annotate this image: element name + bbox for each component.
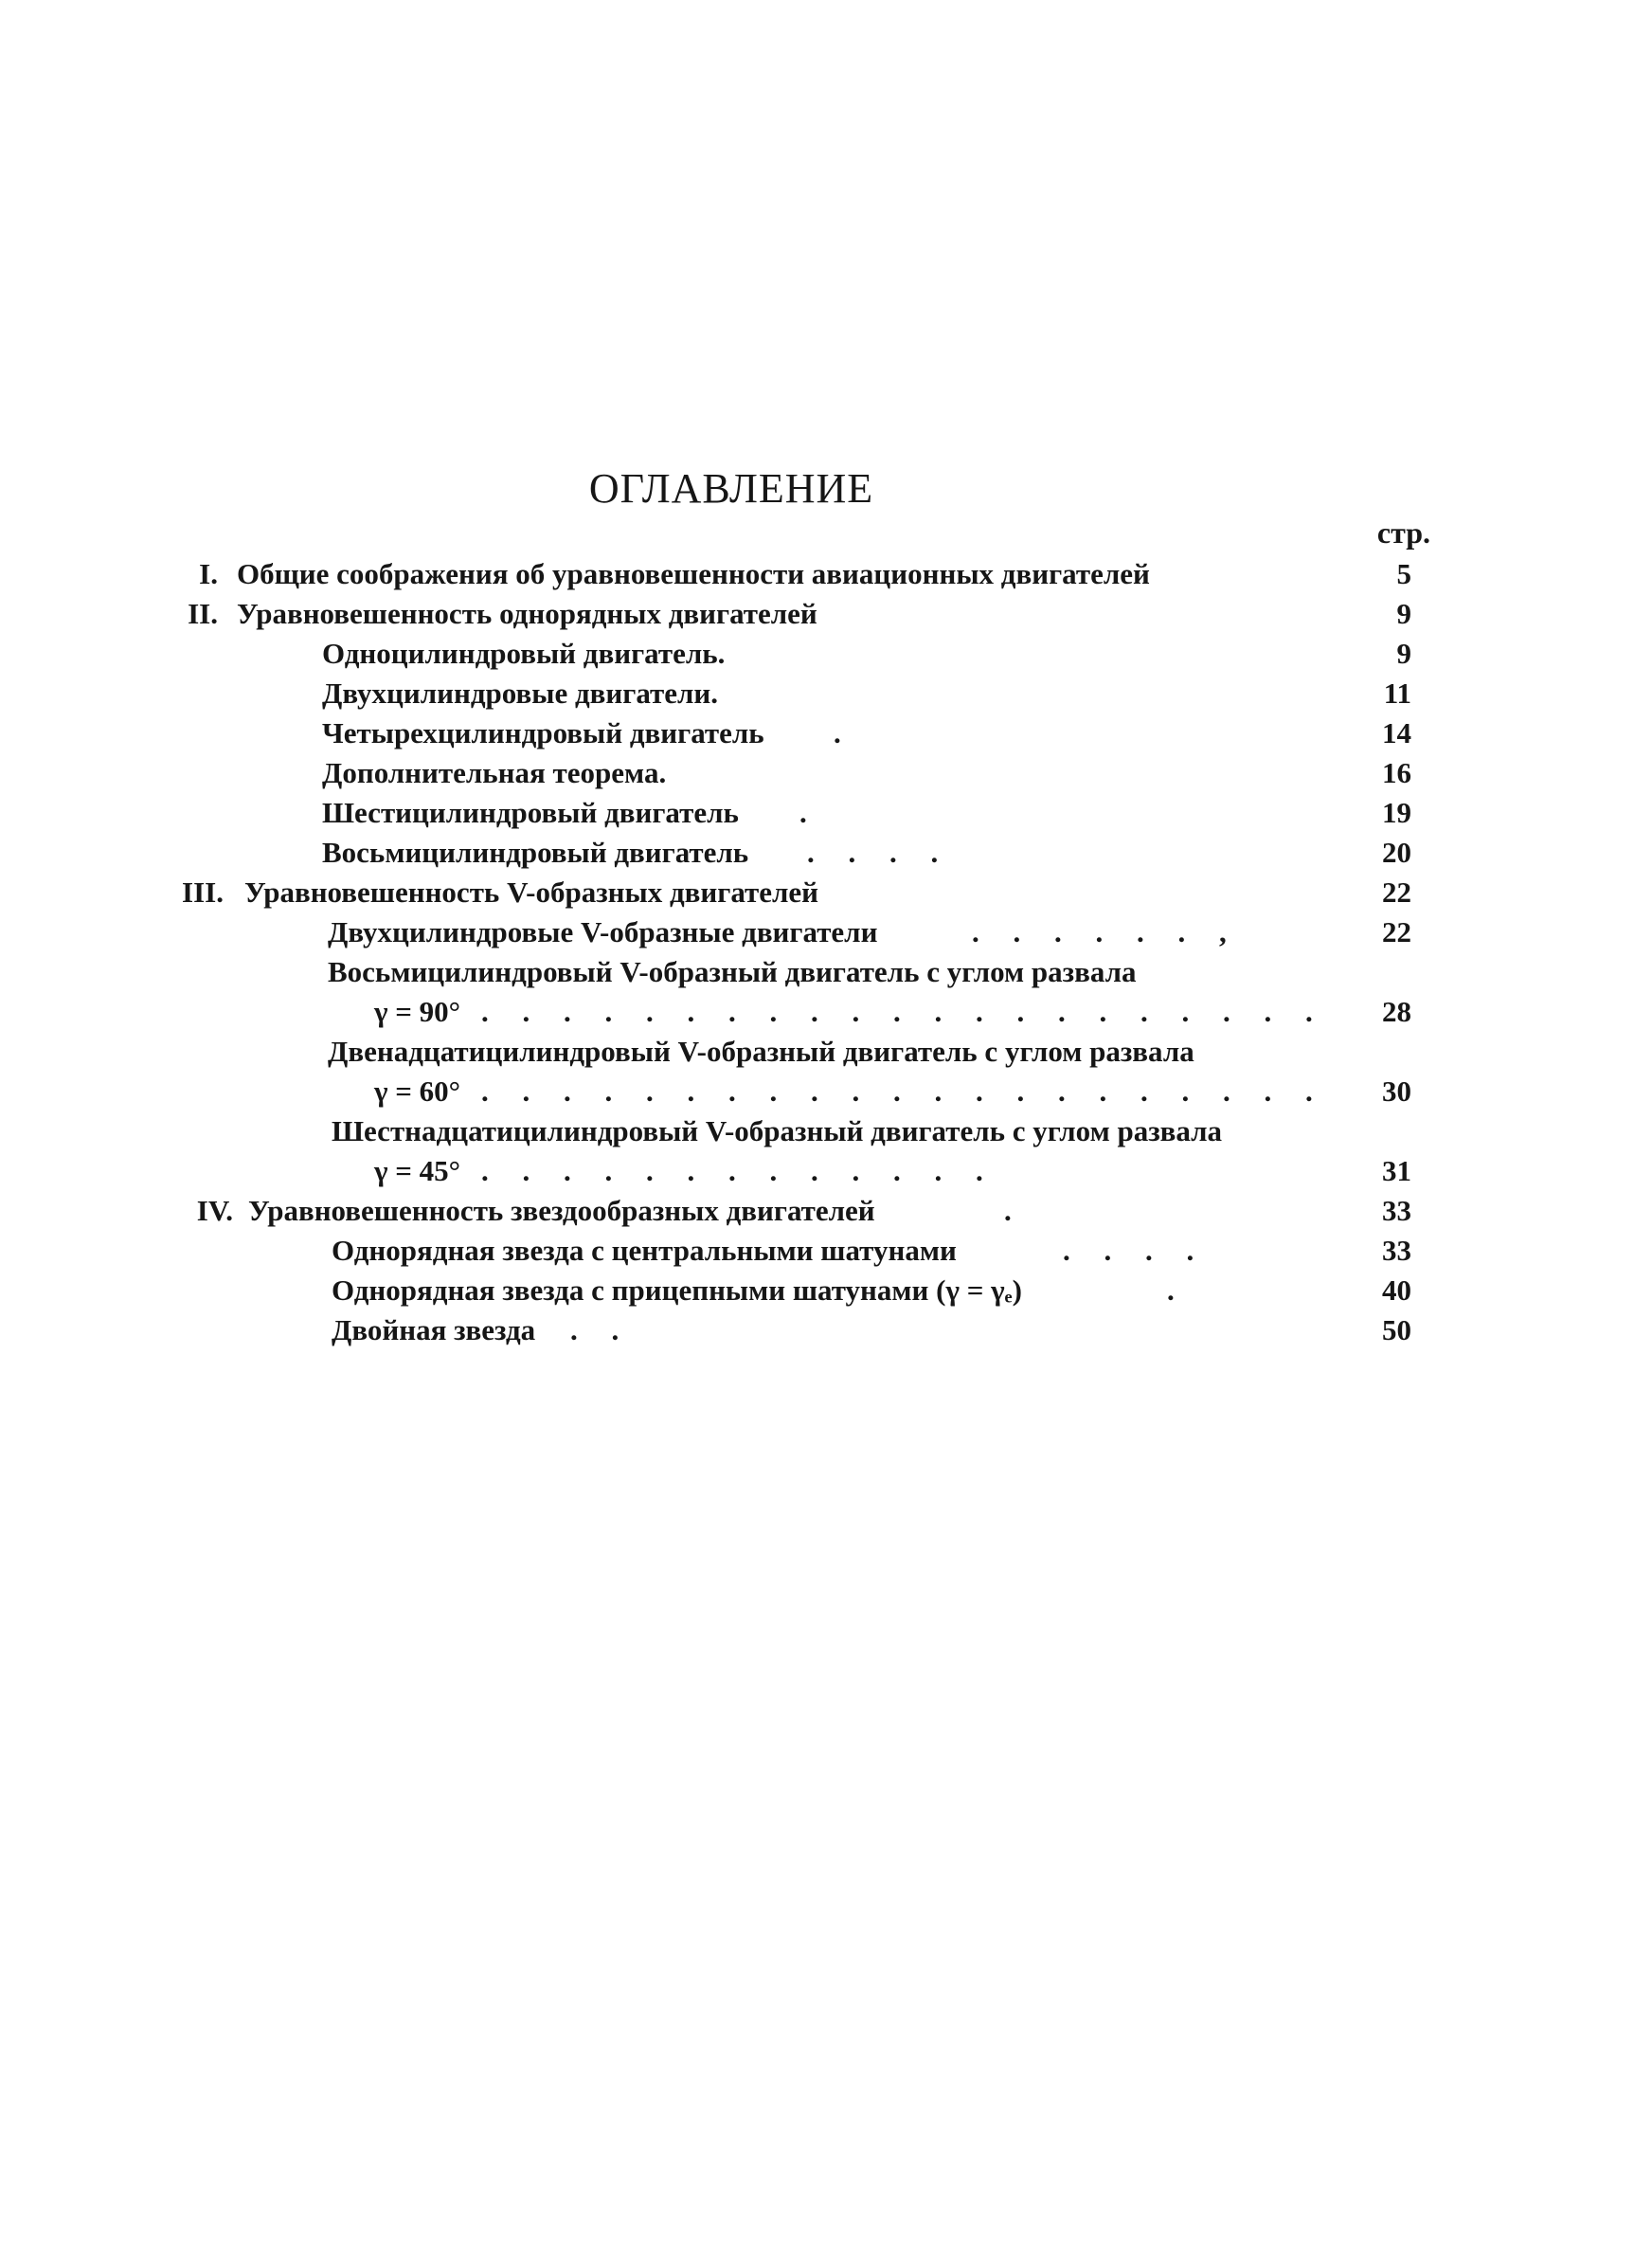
page-column-label: стр. bbox=[1376, 515, 1430, 550]
entry-text: γ = 45° bbox=[374, 1154, 461, 1187]
entry-leader-dots: . . . . . . , bbox=[972, 915, 1240, 948]
chapter-number: IV. bbox=[196, 1194, 233, 1227]
entry-leader-dots: . . . . bbox=[1063, 1234, 1208, 1267]
entry-text: Восьмицилиндровый двигатель bbox=[322, 836, 749, 869]
entry-page: 11 bbox=[1383, 677, 1411, 710]
toc-entry bbox=[0, 1194, 1652, 1234]
toc-entry bbox=[0, 1114, 1652, 1154]
toc-entry bbox=[0, 1035, 1652, 1074]
entry-text: Однорядная звезда с центральными шатунами bbox=[332, 1234, 957, 1267]
entry-text: Шестнадцатицилиндровый V-образный двигатель с углом развала bbox=[332, 1114, 1223, 1147]
entry-page: 33 bbox=[1382, 1234, 1411, 1267]
entry-page: 16 bbox=[1382, 756, 1411, 789]
entry-text: Двухцилиндровые двигатели. bbox=[322, 677, 719, 710]
toc-title: ОГЛАВЛЕНИЕ bbox=[588, 465, 874, 512]
entry-leader-dots: . . . . . . . . . . . . . . . . . . . . . bbox=[481, 995, 1326, 1028]
toc-entry bbox=[0, 995, 1652, 1035]
toc-entry bbox=[0, 1154, 1652, 1194]
entry-leader-dots: . bbox=[834, 716, 854, 749]
toc-entry bbox=[0, 1273, 1652, 1313]
toc-entry bbox=[0, 796, 1652, 836]
entry-text: Восьмицилиндровый V-образный двигатель с углом развала bbox=[328, 955, 1137, 988]
entry-text: Однорядная звезда с прицепными шатунами (γ = γₑ) bbox=[332, 1273, 1022, 1307]
toc-entry bbox=[0, 637, 1652, 677]
entry-page: 20 bbox=[1382, 836, 1411, 869]
entry-page: 9 bbox=[1396, 637, 1411, 670]
entry-page: 14 bbox=[1382, 716, 1411, 749]
entry-page: 22 bbox=[1382, 876, 1411, 909]
chapter-number: II. bbox=[188, 597, 218, 630]
entry-text: Двенадцатицилиндровый V-образный двигатель с углом развала bbox=[328, 1035, 1194, 1068]
entry-text: γ = 90° bbox=[374, 995, 461, 1028]
toc-entry bbox=[0, 836, 1652, 876]
toc-entry bbox=[0, 677, 1652, 716]
entry-page: 33 bbox=[1382, 1194, 1411, 1227]
entry-page: 19 bbox=[1382, 796, 1411, 829]
toc-entry bbox=[0, 716, 1652, 756]
entry-page: 22 bbox=[1382, 915, 1411, 948]
entry-leader-dots: . . . . bbox=[807, 836, 952, 869]
entry-text: γ = 60° bbox=[374, 1074, 461, 1108]
toc-entry bbox=[0, 1234, 1652, 1273]
entry-text: Общие соображения об уравновешенности авиационных двигателей bbox=[237, 557, 1150, 590]
entry-leader-dots: . bbox=[1004, 1194, 1025, 1227]
entry-leader-dots: . . bbox=[570, 1313, 633, 1346]
toc-entry bbox=[0, 876, 1652, 915]
entry-page: 5 bbox=[1396, 557, 1411, 590]
entry-leader-dots: . . . . . . . . . . . . . . . . . . . . . bbox=[481, 1074, 1326, 1108]
entry-leader-dots: . bbox=[799, 796, 820, 829]
toc-entry bbox=[0, 1074, 1652, 1114]
toc-entry bbox=[0, 1313, 1652, 1353]
entry-leader-dots: . bbox=[1167, 1273, 1188, 1307]
entry-text: Дополнительная теорема. bbox=[322, 756, 667, 789]
toc-entry bbox=[0, 597, 1652, 637]
entry-page: 28 bbox=[1382, 995, 1411, 1028]
entry-leader-dots: . . . . . . . . . . . . . bbox=[481, 1154, 997, 1187]
entry-page: 31 bbox=[1382, 1154, 1411, 1187]
entry-text: Уравновешенность звездообразных двигателей bbox=[248, 1194, 875, 1227]
entry-text: Двухцилиндровые V-образные двигатели bbox=[328, 915, 878, 948]
chapter-number: I. bbox=[199, 557, 218, 590]
entry-text: Уравновешенность однорядных двигателей bbox=[237, 597, 817, 630]
toc-entry bbox=[0, 756, 1652, 796]
toc-entry bbox=[0, 557, 1652, 597]
entry-page: 50 bbox=[1382, 1313, 1411, 1346]
entry-page: 40 bbox=[1382, 1273, 1411, 1307]
entry-text: Одноцилиндровый двигатель. bbox=[322, 637, 726, 670]
toc-entry bbox=[0, 915, 1652, 955]
entry-text: Четырехцилиндровый двигатель bbox=[322, 716, 764, 749]
entry-page: 9 bbox=[1396, 597, 1411, 630]
entry-page: 30 bbox=[1382, 1074, 1411, 1108]
chapter-number: III. bbox=[182, 876, 224, 909]
entry-text: Уравновешенность V-образных двигателей bbox=[244, 876, 819, 909]
toc-entry bbox=[0, 955, 1652, 995]
entry-text: Шестицилиндровый двигатель bbox=[322, 796, 739, 829]
entry-text: Двойная звезда bbox=[332, 1313, 536, 1346]
